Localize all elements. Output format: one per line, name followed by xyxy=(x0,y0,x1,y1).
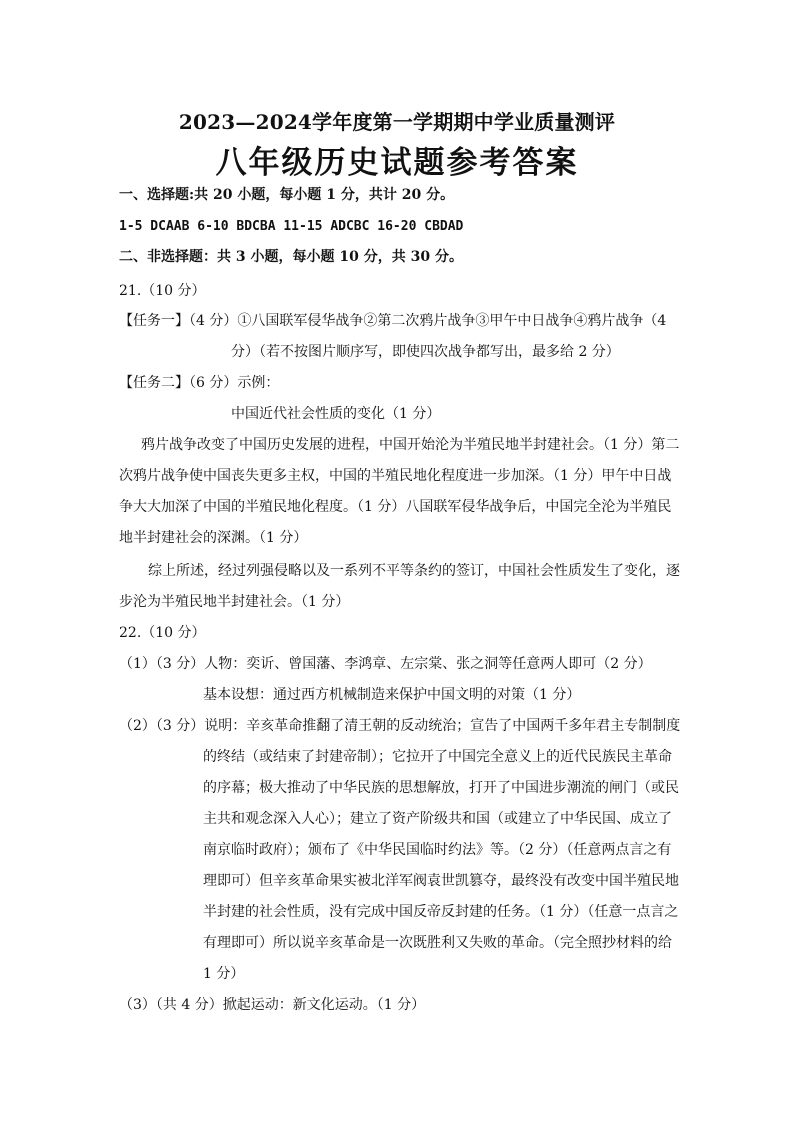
q22-part2-line5: 南京临时政府）；颁布了《中华民国临时约法》等。（2 分）（任意两点言之有 xyxy=(203,842,672,858)
q21-para1-line1: 鸦片战争改变了中国历史发展的进程，中国开始沦为半殖民地半封建社会。（1 分）第二 xyxy=(141,437,680,453)
q22-number: 22.（10 分） xyxy=(119,625,206,641)
section2-heading: 二、非选择题：共 3 小题，每小题 10 分，共 30 分。 xyxy=(119,249,463,265)
q22-part2-line6: 理即可）但辛亥革命果实被北洋军阀袁世凯篡夺，最终没有改变中国半殖民地 xyxy=(203,873,679,889)
q21-para2-line1: 综上所述，经过列强侵略以及一系列不平等条约的签订，中国社会性质发生了变化，逐 xyxy=(148,563,680,579)
q21-para1-line3: 争大大加深了中国的半殖民地化程度。（1 分）八国联军侵华战争后，中国完全沦为半殖民 xyxy=(119,499,672,515)
q21-para1-line4: 地半封建社会的深渊。（1 分） xyxy=(119,530,308,546)
q21-task1-line1: 【任务一】（4 分）①八国联军侵华战争②第二次鸦片战争③甲午中日战争④鸦片战争（4 xyxy=(119,313,667,329)
q22-part2-line7: 半封建的社会性质，没有完成中国反帝反封建的任务。（1 分）（任意一点言之 xyxy=(203,904,679,920)
choice-answers: 1-5 DCAAB 6-10 BDCBA 11-15 ADCBC 16-20 CBDAD xyxy=(119,219,464,234)
q22-part3-line1: （3）（共 4 分）掀起运动：新文化运动。（1 分） xyxy=(119,997,426,1013)
exam-subtitle: 八年级历史试题参考答案 xyxy=(215,145,579,181)
q21-number: 21.（10 分） xyxy=(119,283,206,299)
q21-task2-title: 中国近代社会性质的变化（1 分） xyxy=(231,406,441,422)
q22-part2-line3: 的序幕；极大推动了中华民族的思想解放，打开了中国进步潮流的闸门（或民 xyxy=(203,780,679,796)
q22-part2-line8: 有理即可）所以说辛亥革命是一次既胜利又失败的革命。（完全照抄材料的给 xyxy=(203,935,672,951)
q21-task2-label: 【任务二】（6 分）示例： xyxy=(119,375,280,391)
q21-para2-line2: 步沦为半殖民地半封建社会。（1 分） xyxy=(119,594,350,610)
q21-para1-line2: 次鸦片战争使中国丧失更多主权，中国的半殖民地化程度进一步加深。（1 分）甲午中日战 xyxy=(119,468,672,484)
q22-part1-line1: （1）（3 分）人物：奕䜣、曾国藩、李鸿章、左宗棠、张之洞等任意两人即可（2 分） xyxy=(119,656,652,672)
exam-title: 2023—2024学年度第一学期期中学业质量测评 xyxy=(178,110,616,134)
q22-part2-line4: 主共和观念深入人心）；建立了资产阶级共和国（或建立了中华民国、成立了 xyxy=(203,811,672,827)
q22-part1-line2: 基本设想：通过西方机械制造来保护中国文明的对策（1 分） xyxy=(203,687,581,703)
q21-task1-line2: 分）（若不按图片顺序写，即使四次战争都写出，最多给 2 分） xyxy=(231,344,620,360)
q22-part2-line9: 1 分） xyxy=(203,966,245,982)
q22-part2-line1: （2）（3 分）说明：辛亥革命推翻了清王朝的反动统治；宣告了中国两千多年君主专制制度 xyxy=(119,718,681,734)
section1-heading: 一、选择题:共 20 小题，每小题 1 分，共计 20 分。 xyxy=(119,187,455,203)
q22-part2-line2: 的终结（或结束了封建帝制）；它拉开了中国完全意义上的近代民族民主革命 xyxy=(203,749,672,765)
